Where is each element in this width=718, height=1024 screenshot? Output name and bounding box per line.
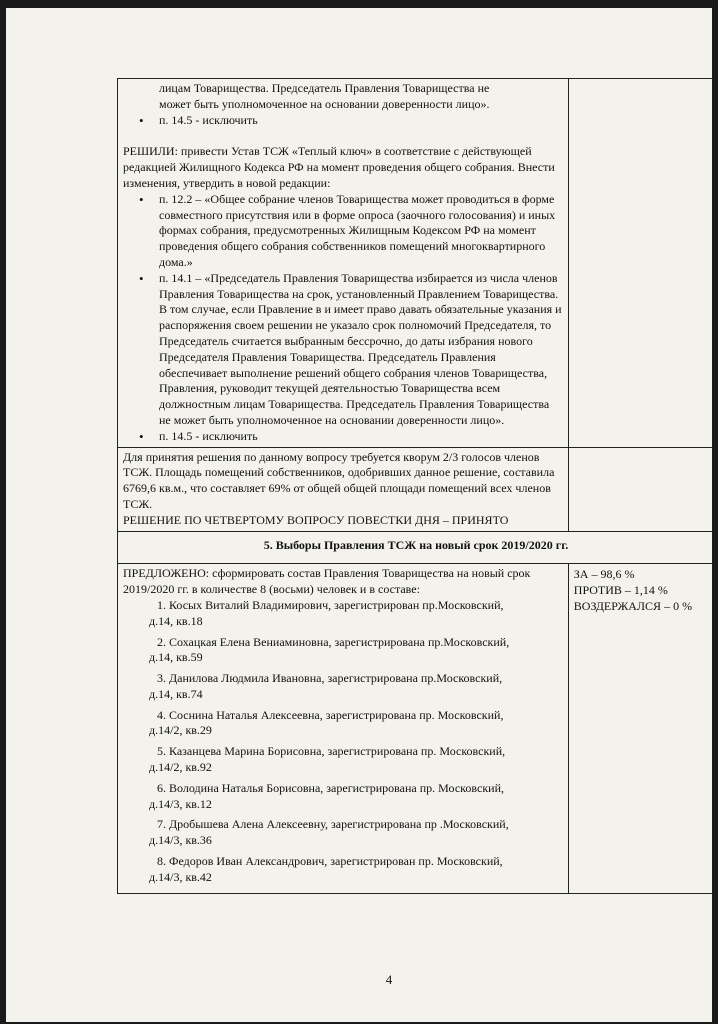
- list-item: 8. Федоров Иван Александрович, зарегистрирован пр. Московский, д.14/3, кв.42: [149, 854, 503, 884]
- vote-results: [568, 564, 712, 893]
- resolved-intro: РЕШИЛИ: привести Устав ТСЖ «Теплый ключ» в соответствие с действующей редакцией Жилищного Кодекса РФ на момент проведения общего собрания. Внести изменения, утвердить в новой редакции:: [123, 144, 555, 190]
- proposal-text: ПРЕДЛОЖЕНО: сформировать состав Правления Товарищества на новый срок 2019/2020 гг. в количестве 8 (восьми) человек и в составе:: [123, 566, 531, 597]
- list-item: 2. Сохацкая Елена Вениаминовна, зарегистрирована пр.Московский, д.14, кв.59: [149, 634, 510, 665]
- list-item: 6. Володина Наталья Борисовна, зарегистрирована пр. Московский, д.14/3, кв.12: [149, 780, 504, 811]
- resolution-row: [118, 79, 713, 448]
- continued-line: может быть уполномоченное на основании доверенности лицо».: [159, 96, 490, 111]
- list-item: 4. Соснина Наталья Алексеевна, зарегистрирована пр. Московский, д.14/2, кв.29: [149, 707, 504, 738]
- candidate-list: [123, 598, 563, 886]
- vote-abstain: ВОЗДЕРЖАЛСЯ – 0 %: [573, 599, 693, 614]
- vote-against: ПРОТИВ – 1,14 %: [573, 583, 668, 598]
- list-item: 3. Данилова Людмила Ивановна, зарегистрирована пр.Московский, д.14, кв.74: [149, 671, 503, 701]
- list-item: 5. Казанцева Марина Борисовна, зарегистрирована пр. Московский, д.14/2, кв.92: [149, 744, 506, 775]
- minutes-table: [117, 78, 712, 894]
- vote-cell-empty: [568, 447, 712, 531]
- resolution-cell: [118, 79, 569, 448]
- list-item: • п. 14.5 - исключить: [137, 429, 563, 445]
- decision-text: РЕШЕНИЕ ПО ЧЕТВЕРТОМУ ВОПРОСУ ПОВЕСТКИ ДНЯ – ПРИНЯТО: [123, 512, 509, 527]
- list-item: 7. Дробышева Алена Алексеевну, зарегистрирована пр .Московский, д.14/3, кв.36: [149, 817, 509, 848]
- proposal-cell: [118, 564, 569, 893]
- quorum-row: [118, 447, 713, 531]
- list-item: 1. Косых Виталий Владимирович, зарегистрирован пр.Московский, д.14, кв.18: [149, 597, 504, 628]
- resolved-bullets: [123, 192, 563, 445]
- list-item: • п. 14.1 – «Председатель Правления Товарищества избирается из числа членов Правления Товарищества на срок, установленный Правлением Товарищества. В том случае, если Правление в и имеет право давать обязательные указания и распоряжения своем решении не указало срок полномочий Председателя, то Председатель считается выбранным бессрочно, до даты избрания нового Председателя Правления Товарищества. Председатель Правления обеспечивает выполнение решений общего собрания членов Товарищества, Правления, руководит текущей деятельностью Товарищества всем должностным лицам Товарищества. Председатель Правления Товарищества не может быть уполномоченное на основании доверенности лицо».: [137, 271, 563, 429]
- vote-for: ЗА – 98,6 %: [573, 567, 635, 582]
- page-number: 4: [385, 972, 393, 987]
- quorum-cell: [118, 447, 569, 531]
- section-heading-row: [118, 531, 713, 564]
- list-item: • п. 12.2 – «Общее собрание членов Товарищества может проводиться в форме совместного присутствия или в форме опроса (заочного голосования) и иных формах собрания, предусмотренных Жилищным Кодексом РФ на момент проведения общего собрания собственников помещений многоквартирного дома.»: [137, 192, 563, 271]
- document-page: [6, 8, 712, 1022]
- continued-bullets: [123, 113, 563, 129]
- section-heading: 5. Выборы Правления ТСЖ на новый срок 2019/2020 гг.: [118, 531, 713, 564]
- continued-line: лицам Товарищества. Председатель Правления Товарищества не: [159, 81, 490, 95]
- proposal-row: [118, 564, 713, 893]
- list-item: • п. 14.5 - исключить: [137, 113, 563, 129]
- quorum-text: Для принятия решения по данному вопросу требуется кворум 2/3 голосов членов ТСЖ. Площадь помещений собственников, одобривших данное решение, составила 6769,6 кв.м., что составляет 69% от общей общей площади помещений всех членов ТСЖ.: [123, 449, 555, 511]
- vote-cell-empty: [568, 79, 712, 448]
